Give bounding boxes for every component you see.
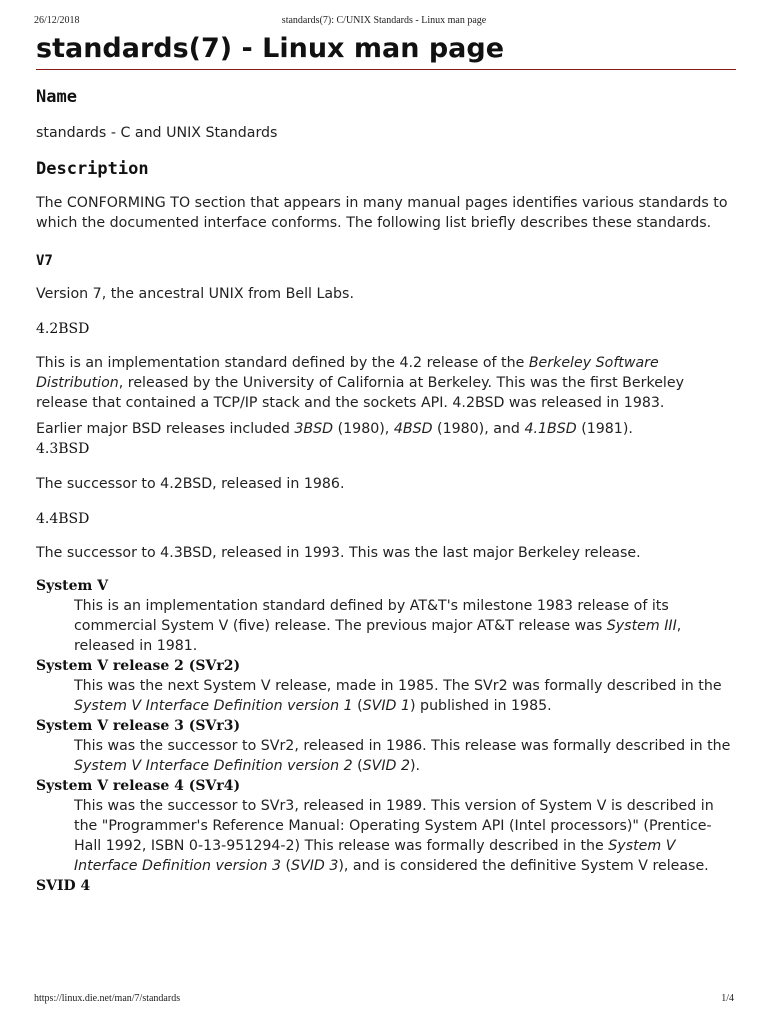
print-header — [34, 15, 734, 29]
name-text: standards - C and UNIX Standards — [36, 125, 278, 141]
sysv-text-emphasis: System III — [606, 618, 677, 634]
bsd-earlier-part2: (1980), — [333, 421, 394, 437]
svr3-description — [74, 736, 736, 776]
print-footer — [34, 993, 734, 1007]
svr2-term: System V release 2 (SVr2) — [36, 658, 241, 674]
page-title: standards(7) - Linux man page — [36, 30, 736, 70]
bsd42-text-part1: This is an implementation standard defined by the 4.2 release of the — [36, 355, 529, 371]
svr4-text-part3: ), and is considered the definitive System V release. — [338, 858, 709, 874]
bsd-earlier-text — [36, 419, 736, 439]
bsd-earlier-part3: (1980), and — [432, 421, 525, 437]
bsd42-text — [36, 353, 736, 413]
svr2-text-part1: This was the next System V release, made in 1985. The SVr2 was formally described in the — [74, 678, 722, 694]
bsd-earlier-part4: (1981). — [576, 421, 633, 437]
name-heading: Name — [36, 87, 77, 107]
svr4-text-part1: This was the successor to SVr3, released in 1989. This version of System V is described in the "Programmer's Reference Manual: Operating System API (Intel processors)" (Prentice-Hall 1992, ISBN 0-13-951294-2) This release was formally described in the — [74, 798, 714, 854]
svr3-svid-abbrev: SVID 2 — [362, 758, 411, 774]
sysv-description — [74, 596, 736, 656]
bsd-earlier-3bsd: 3BSD — [294, 421, 334, 437]
bsd42-text-part2: , released by the University of California at Berkeley. This was the first Berkeley release that contained a TCP/IP stack and the sockets API. 4.2BSD was released in 1983. — [36, 375, 684, 411]
svr2-text-part2: ( — [352, 698, 363, 714]
print-date: 26/12/2018 — [34, 15, 80, 26]
bsd-earlier-4bsd: 4BSD — [393, 421, 433, 437]
v7-heading-label: V7 — [36, 253, 53, 269]
man-page-content — [36, 30, 736, 896]
sysv-text-part2: , released in 1981. — [74, 618, 682, 654]
bsd42-text-emphasis: Berkeley Software Distribution — [36, 355, 659, 391]
svr3-text-part2: ( — [352, 758, 363, 774]
svr3-term: System V release 3 (SVr3) — [36, 718, 241, 734]
description-text: The CONFORMING TO section that appears in many manual pages identifies various standards to which the documented interface conforms. The following list briefly describes these standards. — [36, 195, 728, 231]
svr3-text-part3: ). — [410, 758, 421, 774]
v7-text: Version 7, the ancestral UNIX from Bell Labs. — [36, 286, 354, 302]
svr4-svid-abbrev: SVID 3 — [291, 858, 339, 874]
v7-heading — [36, 251, 736, 271]
sysv-text-part1: This is an implementation standard defined by AT&T's milestone 1983 release of its commercial System V (five) release. The previous major AT&T release was — [74, 598, 669, 634]
bsd-earlier-41bsd: 4.1BSD — [524, 421, 577, 437]
svr3-svid-title: System V Interface Definition version 2 — [74, 758, 353, 774]
bsd43-text: The successor to 4.2BSD, released in 1986. — [36, 476, 345, 492]
system-v-list — [36, 576, 736, 896]
svr2-text-part3: ) published in 1985. — [410, 698, 552, 714]
print-page-title: standards(7): C/UNIX Standards - Linux man page — [281, 15, 487, 26]
svr2-svid-abbrev: SVID 1 — [362, 698, 411, 714]
print-url: https://linux.die.net/man/7/standards — [34, 993, 181, 1004]
svr4-term: System V release 4 (SVr4) — [36, 778, 241, 794]
bsd44-heading: 4.4BSD — [36, 511, 90, 527]
bsd42-heading: 4.2BSD — [36, 321, 90, 337]
svr3-text-part1: This was the successor to SVr2, released in 1986. This release was formally described in the — [74, 738, 731, 754]
svr4-description — [74, 796, 736, 876]
svr4-text-part2: ( — [280, 858, 292, 874]
sysv-term: System V — [36, 578, 109, 594]
bsd-earlier-part1: Earlier major BSD releases included — [36, 421, 295, 437]
bsd43-heading: 4.3BSD — [36, 441, 90, 457]
svid4-term: SVID 4 — [36, 878, 91, 894]
svr4-svid-title: System V Interface Definition version 3 — [74, 838, 676, 874]
bsd44-text: The successor to 4.3BSD, released in 1993. This was the last major Berkeley release. — [36, 545, 641, 561]
svr2-svid-title: System V Interface Definition version 1 — [74, 698, 353, 714]
svr2-description — [74, 676, 736, 716]
description-heading: Description — [36, 159, 149, 179]
print-page-number: 1/4 — [721, 993, 734, 1004]
